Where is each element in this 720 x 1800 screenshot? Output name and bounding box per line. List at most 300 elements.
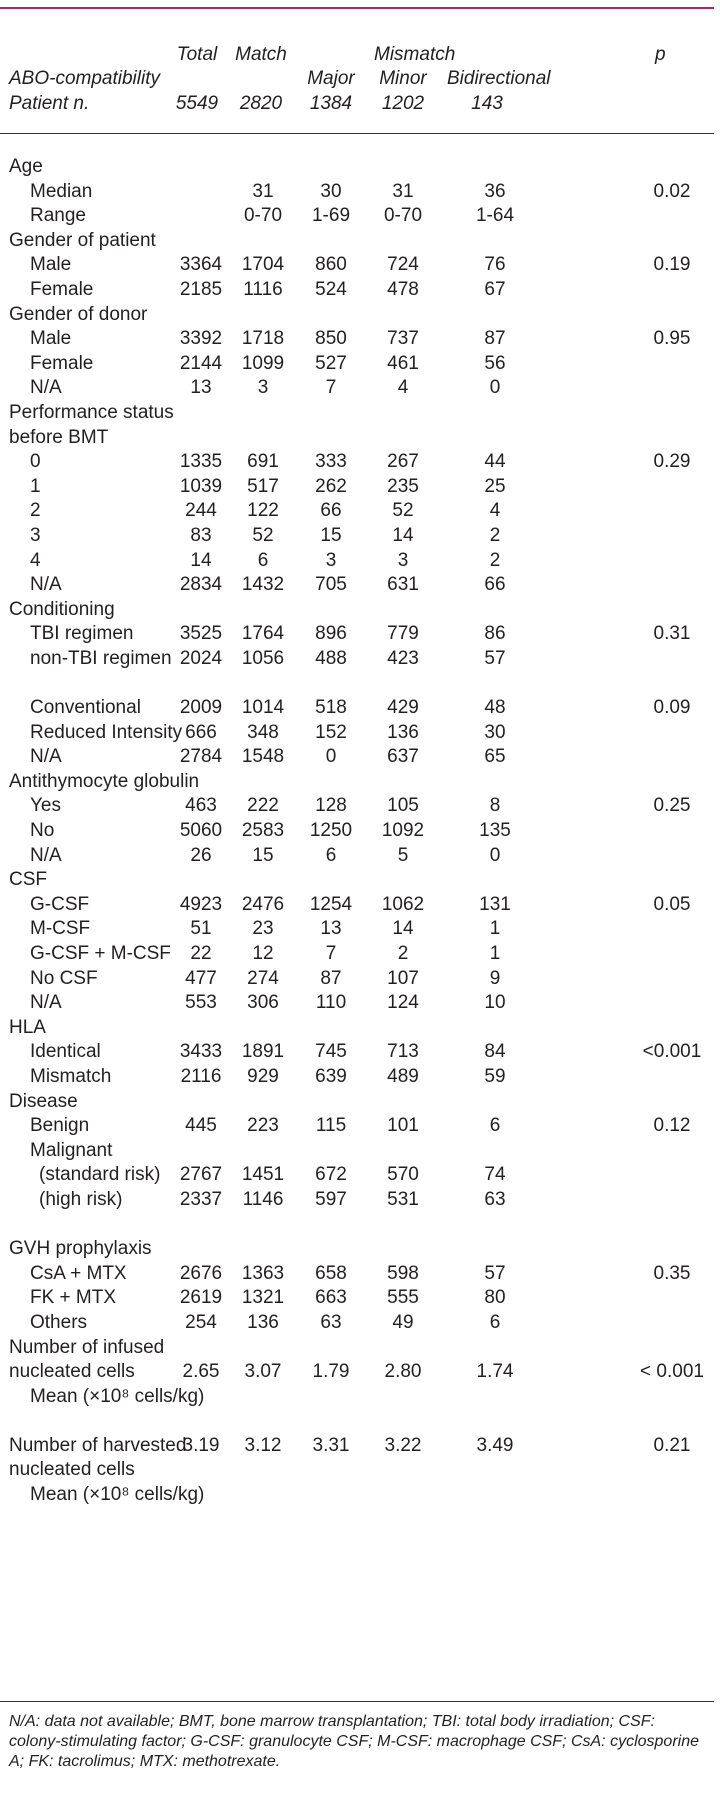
cell-major: 7 (325, 377, 337, 399)
row-label: 3 (30, 524, 41, 546)
table-row (0, 794, 714, 819)
cell-match: 1099 (241, 352, 285, 374)
cell-bidirectional: 59 (484, 1065, 506, 1087)
row-label: GVH prophylaxis (9, 1238, 152, 1260)
row-label: N/A (30, 844, 62, 866)
footer-separator (0, 1701, 714, 1702)
cell-bidirectional: 6 (489, 1115, 501, 1137)
row-label: Reduced Intensity (30, 721, 183, 743)
table-row (0, 844, 714, 869)
cell-match: 136 (247, 1311, 279, 1333)
cell-match: 31 (252, 180, 274, 202)
cell-total: 1335 (179, 451, 223, 473)
row-label: Male (30, 328, 72, 350)
table-row (0, 1016, 714, 1041)
cell-major: 860 (315, 254, 347, 276)
row-label: Gender of donor (9, 303, 148, 325)
cell-match: 1363 (241, 1262, 285, 1284)
cell-p: 0.19 (653, 254, 691, 276)
cell-total: 14 (190, 549, 212, 571)
row-label: Disease (9, 1090, 78, 1112)
table-row (0, 770, 714, 795)
cell-major: 639 (315, 1065, 347, 1087)
cell-p: 0.12 (653, 1115, 691, 1137)
cell-total: 2144 (179, 352, 223, 374)
table-row (0, 327, 714, 352)
table-row (0, 967, 714, 992)
table-row (0, 573, 714, 598)
row-label: FK + MTX (30, 1287, 117, 1309)
row-label: Male (30, 254, 72, 276)
row-label: before BMT (9, 426, 109, 448)
cell-bidirectional: 135 (479, 820, 511, 842)
cell-major: 15 (320, 524, 342, 546)
cell-bidirectional: 67 (484, 278, 506, 300)
cell-minor: 14 (392, 524, 414, 546)
row-label: Female (30, 352, 94, 374)
row-label: Female (30, 278, 94, 300)
cell-bidirectional: 84 (484, 1041, 506, 1063)
row-label: Antithymocyte globulin (9, 770, 200, 792)
cell-bidirectional: 10 (484, 992, 506, 1014)
table-row (0, 647, 714, 672)
cell-major: 87 (320, 967, 342, 989)
cell-minor: 107 (387, 967, 419, 989)
table-row (0, 696, 714, 721)
cell-minor: 637 (387, 746, 419, 768)
cell-major: 1254 (309, 893, 353, 915)
row-label: 2 (30, 500, 41, 522)
cell-major: 3.31 (312, 1434, 350, 1456)
row-label: No CSF (30, 967, 98, 989)
cell-major: 66 (320, 500, 342, 522)
table-row (0, 376, 714, 401)
cell-p: <0.001 (642, 1041, 702, 1063)
cell-bidirectional: 1.74 (476, 1361, 514, 1383)
cell-match: 3.12 (244, 1434, 282, 1456)
cell-match: 3 (257, 377, 269, 399)
cell-total: 254 (185, 1311, 217, 1333)
table-row (0, 1139, 714, 1164)
header-abo-compatibility: ABO-compatibility (9, 68, 160, 89)
cell-bidirectional: 76 (484, 254, 506, 276)
cell-total: 13 (190, 377, 212, 399)
cell-bidirectional: 2 (489, 549, 501, 571)
table-row (0, 1434, 714, 1459)
cell-minor: 1062 (381, 893, 425, 915)
table-row (0, 1458, 714, 1483)
cell-p: 0.09 (653, 697, 691, 719)
cell-bidirectional: 57 (484, 647, 506, 669)
cell-minor: 5 (397, 844, 409, 866)
cell-minor: 2 (397, 943, 409, 964)
row-label: HLA (9, 1016, 46, 1038)
row-label: G-CSF (30, 893, 90, 915)
cell-major: 1.79 (312, 1361, 350, 1383)
cell-major: 13 (320, 918, 342, 940)
table-row (0, 917, 714, 942)
row-label: Median (30, 180, 93, 202)
cell-bidirectional: 56 (484, 352, 506, 374)
table-row (0, 1188, 714, 1213)
cell-major: 0 (325, 746, 337, 768)
row-label: 0 (30, 451, 41, 473)
table-row (0, 1237, 714, 1262)
cell-match: 1432 (241, 574, 285, 596)
table-row (0, 1114, 714, 1139)
cell-match: 15 (252, 844, 274, 866)
cell-total: 51 (190, 918, 212, 940)
cell-bidirectional: 1 (489, 943, 501, 964)
table-row (0, 352, 714, 377)
cell-minor: 124 (387, 992, 419, 1014)
header-n-major: 1384 (309, 93, 353, 114)
cell-major: 488 (315, 647, 347, 669)
cell-total: 2009 (179, 697, 223, 719)
table-row (0, 893, 714, 918)
row-label: Age (9, 156, 43, 177)
table-row (0, 1311, 714, 1336)
row-label: Performance status (9, 401, 174, 423)
cell-major: 262 (315, 475, 347, 497)
table-row (0, 204, 714, 229)
cell-major: 1250 (309, 820, 353, 842)
cell-major: 6 (325, 844, 337, 866)
cell-match: 1321 (241, 1287, 285, 1309)
cell-match: 12 (252, 943, 274, 964)
cell-bidirectional: 36 (484, 180, 506, 202)
table-row (0, 524, 714, 549)
header-bidirectional: Bidirectional (447, 68, 551, 89)
cell-major: 333 (315, 451, 347, 473)
row-label: Others (30, 1311, 88, 1333)
cell-major: 128 (315, 795, 347, 817)
cell-match: 222 (247, 795, 279, 817)
cell-total: 2.65 (182, 1361, 220, 1383)
cell-total: 477 (185, 967, 217, 989)
cell-major: 597 (315, 1188, 347, 1210)
cell-p: 0.35 (653, 1262, 691, 1284)
cell-total: 4923 (179, 893, 223, 915)
row-label: Yes (30, 795, 61, 817)
header-mismatch: Mismatch (374, 44, 456, 65)
cell-match: 306 (247, 992, 279, 1014)
top-rule (0, 7, 714, 9)
cell-minor: 423 (387, 647, 419, 669)
cell-total: 2676 (179, 1262, 223, 1284)
cell-bidirectional: 0 (489, 844, 501, 866)
cell-total: 2024 (179, 647, 223, 669)
cell-minor: 2.80 (384, 1361, 422, 1383)
row-label: TBI regimen (30, 623, 134, 645)
cell-bidirectional: 6 (489, 1311, 501, 1333)
table-row (0, 549, 714, 574)
table-row (0, 1163, 714, 1188)
cell-total: 2116 (180, 1065, 222, 1087)
cell-total: 5060 (179, 820, 223, 842)
table-row (0, 253, 714, 278)
cell-bidirectional: 8 (489, 795, 501, 817)
table-row (0, 942, 714, 967)
cell-minor: 570 (387, 1164, 419, 1186)
row-label: CSF (9, 869, 47, 891)
cell-minor: 631 (387, 574, 419, 596)
table-row (0, 819, 714, 844)
cell-major: 30 (320, 180, 342, 202)
cell-major: 896 (315, 623, 347, 645)
cell-match: 348 (247, 721, 279, 743)
table-row (0, 1090, 714, 1115)
cell-major: 152 (315, 721, 347, 743)
cell-p: 0.95 (653, 328, 691, 350)
cell-bidirectional: 44 (484, 451, 506, 473)
cell-p: < 0.001 (640, 1361, 704, 1383)
cell-minor: 101 (387, 1115, 419, 1137)
cell-major: 115 (315, 1115, 347, 1137)
cell-minor: 713 (387, 1041, 419, 1063)
table-row (0, 1213, 714, 1238)
header-match: Match (235, 44, 287, 65)
cell-bidirectional: 4 (489, 500, 501, 522)
cell-minor: 4 (397, 377, 409, 399)
cell-match: 1014 (241, 697, 285, 719)
table-row (0, 1409, 714, 1434)
cell-match: 52 (252, 524, 274, 546)
row-label: Malignant (30, 1139, 113, 1161)
cell-minor: 724 (387, 254, 419, 276)
cell-p: 0.21 (653, 1434, 691, 1456)
cell-match: 23 (252, 918, 274, 940)
cell-minor: 461 (387, 352, 419, 374)
cell-bidirectional: 57 (484, 1262, 506, 1284)
row-label: Mean (×10⁸ cells/kg) (30, 1484, 205, 1506)
cell-total: 1039 (179, 475, 223, 497)
cell-total: 2619 (179, 1287, 223, 1309)
cell-match: 1056 (241, 647, 285, 669)
row-label: Number of harvested (9, 1434, 187, 1456)
cell-major: 663 (315, 1287, 347, 1309)
cell-match: 1891 (241, 1041, 285, 1063)
table-row (0, 868, 714, 893)
cell-match: 1146 (242, 1188, 284, 1210)
header-minor: Minor (379, 68, 427, 89)
cell-minor: 0-70 (383, 205, 423, 227)
cell-major: 3 (325, 549, 337, 571)
row-label: CsA + MTX (30, 1262, 127, 1284)
cell-total: 3433 (179, 1041, 223, 1063)
header-separator (0, 133, 714, 134)
row-label: Benign (30, 1115, 90, 1137)
row-label: G-CSF + M-CSF (30, 943, 171, 964)
cell-p: 0.29 (653, 451, 691, 473)
row-label: Mean (×10⁸ cells/kg) (30, 1385, 205, 1407)
cell-minor: 267 (387, 451, 419, 473)
row-label: N/A (30, 574, 62, 596)
row-label: nucleated cells (9, 1361, 135, 1383)
table-row (0, 1286, 714, 1311)
cell-major: 63 (320, 1311, 342, 1333)
cell-bidirectional: 80 (484, 1287, 506, 1309)
header-n-match: 2820 (239, 93, 283, 114)
row-label: (standard risk) (39, 1164, 161, 1186)
header-p: p (655, 44, 666, 65)
cell-match: 1451 (241, 1164, 285, 1186)
row-label: (high risk) (39, 1188, 123, 1210)
cell-major: 7 (325, 943, 337, 964)
cell-p: 0.02 (653, 180, 691, 202)
cell-minor: 779 (387, 623, 419, 645)
cell-major: 1-69 (311, 205, 351, 227)
row-label: Identical (30, 1041, 101, 1063)
cell-total: 22 (190, 943, 212, 964)
row-label: M-CSF (30, 918, 91, 940)
header-n-total: 5549 (175, 93, 219, 114)
table-row (0, 721, 714, 746)
cell-minor: 429 (387, 697, 419, 719)
cell-total: 666 (185, 721, 217, 743)
cell-bidirectional: 3.49 (476, 1434, 514, 1456)
cell-total: 2784 (179, 746, 223, 768)
cell-major: 705 (315, 574, 347, 596)
cell-match: 122 (247, 500, 279, 522)
cell-minor: 489 (387, 1065, 419, 1087)
cell-bidirectional: 25 (484, 475, 506, 497)
row-label: Range (30, 205, 86, 227)
cell-bidirectional: 65 (484, 746, 506, 768)
cell-total: 3.19 (182, 1434, 220, 1456)
cell-minor: 31 (392, 180, 414, 202)
cell-minor: 136 (387, 721, 419, 743)
cell-bidirectional: 66 (484, 574, 506, 596)
table-row (0, 1360, 714, 1385)
cell-match: 1764 (241, 623, 285, 645)
cell-minor: 49 (392, 1311, 414, 1333)
cell-total: 3392 (179, 328, 223, 350)
cell-total: 553 (185, 992, 217, 1014)
cell-p: 0.31 (653, 623, 691, 645)
cell-match: 3.07 (244, 1361, 282, 1383)
header-patient-n: Patient n. (9, 93, 90, 114)
cell-total: 2185 (179, 278, 223, 300)
cell-match: 517 (247, 475, 279, 497)
cell-major: 672 (315, 1164, 347, 1186)
cell-match: 691 (247, 451, 279, 473)
cell-bidirectional: 1-64 (475, 205, 515, 227)
cell-minor: 3 (397, 549, 409, 571)
cell-total: 2834 (179, 574, 223, 596)
cell-minor: 478 (387, 278, 419, 300)
cell-minor: 105 (387, 795, 419, 817)
cell-minor: 14 (392, 918, 414, 940)
cell-bidirectional: 30 (484, 721, 506, 743)
cell-match: 274 (247, 967, 279, 989)
cell-bidirectional: 86 (484, 623, 506, 645)
table-row (0, 229, 714, 254)
cell-match: 2583 (241, 820, 285, 842)
row-label: N/A (30, 377, 62, 399)
cell-bidirectional: 131 (479, 893, 511, 915)
cell-match: 0-70 (243, 205, 283, 227)
cell-bidirectional: 63 (484, 1188, 506, 1210)
cell-match: 6 (257, 549, 269, 571)
table-row (0, 155, 714, 180)
cell-total: 3525 (179, 623, 223, 645)
header-n-minor: 1202 (381, 93, 425, 114)
row-label: nucleated cells (9, 1459, 135, 1481)
cell-major: 745 (315, 1041, 347, 1063)
row-label: N/A (30, 992, 62, 1014)
header-major: Major (307, 68, 355, 89)
cell-minor: 598 (387, 1262, 419, 1284)
table-row (0, 1483, 714, 1508)
cell-match: 223 (247, 1115, 279, 1137)
row-label: N/A (30, 746, 62, 768)
cell-major: 110 (315, 992, 347, 1014)
row-label: non-TBI regimen (30, 647, 172, 669)
cell-bidirectional: 0 (489, 377, 501, 399)
cell-minor: 531 (387, 1188, 419, 1210)
row-label: Conditioning (9, 598, 115, 620)
row-label: Mismatch (30, 1065, 112, 1087)
cell-total: 2337 (179, 1188, 223, 1210)
table-row (0, 401, 714, 426)
row-label: Gender of patient (9, 229, 156, 251)
cell-total: 3364 (179, 254, 223, 276)
table-row (0, 991, 714, 1016)
cell-bidirectional: 1 (489, 918, 501, 940)
cell-major: 518 (315, 697, 347, 719)
table-row (0, 499, 714, 524)
cell-total: 26 (190, 844, 212, 866)
cell-minor: 235 (387, 475, 419, 497)
row-label: 4 (30, 549, 41, 571)
cell-major: 527 (315, 352, 347, 374)
cell-match: 1548 (241, 746, 285, 768)
table-row (0, 1336, 714, 1361)
cell-minor: 737 (387, 328, 419, 350)
cell-total: 445 (185, 1115, 217, 1137)
table-row (0, 622, 714, 647)
cell-p: 0.25 (653, 795, 691, 817)
cell-total: 244 (185, 500, 217, 522)
cell-major: 524 (315, 278, 347, 300)
cell-total: 2767 (179, 1164, 223, 1186)
cell-match: 929 (247, 1065, 279, 1087)
cell-match: 1718 (241, 328, 285, 350)
cell-minor: 52 (392, 500, 414, 522)
cell-minor: 555 (387, 1287, 419, 1309)
table-row (0, 598, 714, 623)
table-row (0, 1040, 714, 1065)
cell-match: 1704 (241, 254, 285, 276)
cell-minor: 1092 (381, 820, 425, 842)
data-table (0, 155, 714, 1508)
table-row (0, 180, 714, 205)
cell-match: 1116 (243, 278, 283, 300)
table-row (0, 278, 714, 303)
table-row (0, 745, 714, 770)
cell-bidirectional: 48 (484, 697, 506, 719)
table-row (0, 450, 714, 475)
cell-bidirectional: 87 (484, 328, 506, 350)
row-label: No (30, 820, 55, 842)
cell-bidirectional: 74 (484, 1164, 506, 1186)
table-row (0, 426, 714, 451)
cell-minor: 3.22 (384, 1434, 422, 1456)
row-label: 1 (30, 475, 41, 497)
row-label: Conventional (30, 697, 141, 719)
cell-match: 2476 (241, 893, 285, 915)
